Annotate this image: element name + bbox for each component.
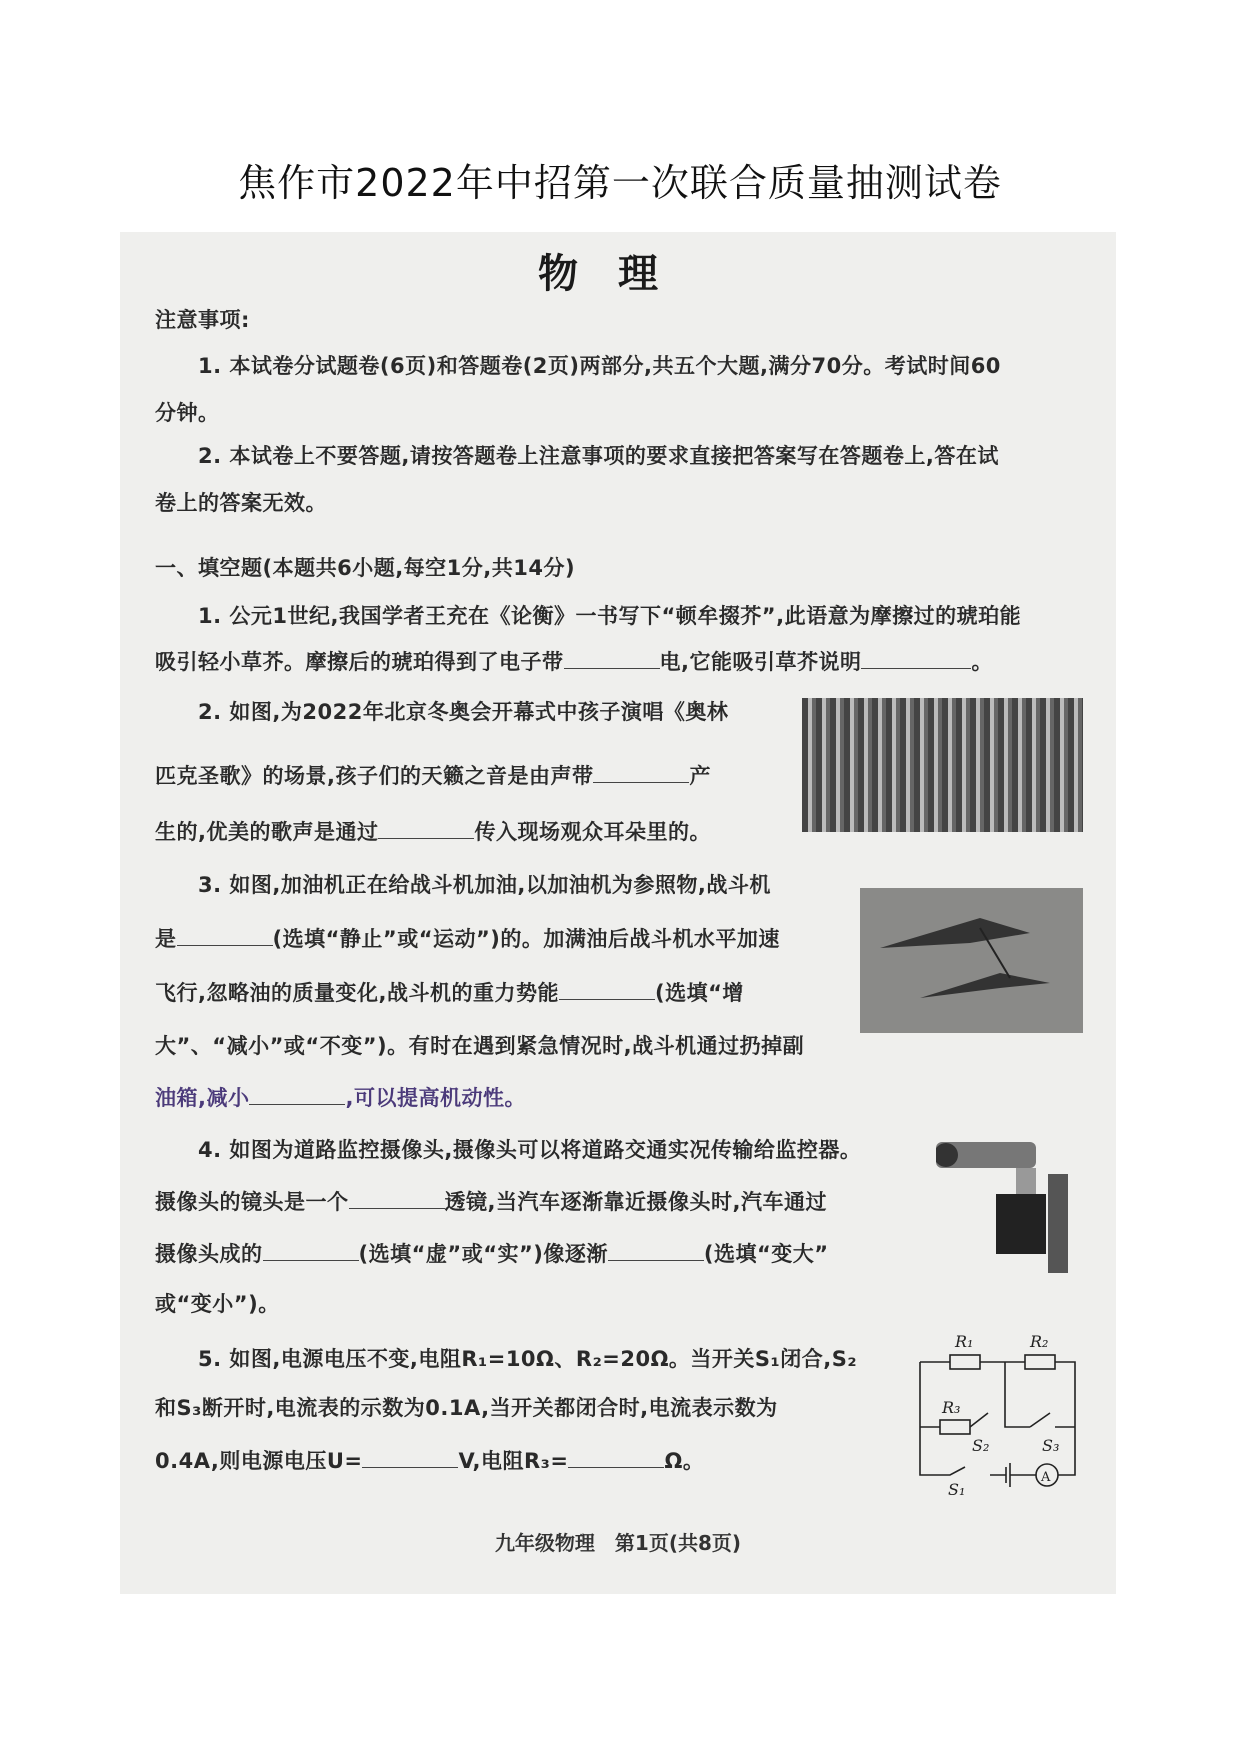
choir-photo bbox=[802, 698, 1083, 832]
page-footer: 九年级物理 第1页(共8页) bbox=[494, 1531, 742, 1555]
label-s2: S₂ bbox=[972, 1436, 990, 1455]
q3-text-f: ,可以提高机动性。 bbox=[345, 1086, 526, 1110]
q4-blank-1[interactable] bbox=[349, 1190, 445, 1209]
notice-heading: 注意事项: bbox=[155, 308, 250, 332]
q2-line2 bbox=[155, 760, 711, 790]
q1-blank-2[interactable] bbox=[861, 650, 971, 669]
q2-text-d: 传入现场观众耳朵里的。 bbox=[474, 820, 711, 844]
q4-text-b: 透镜,当汽车逐渐靠近摄像头时,汽车通过 bbox=[444, 1190, 827, 1214]
ammeter-icon: A bbox=[1041, 1470, 1051, 1485]
section-heading: 一、填空题(本题共6小题,每空1分,共14分) bbox=[155, 556, 576, 580]
label-r2: R₂ bbox=[1030, 1332, 1049, 1351]
surveillance-camera-photo bbox=[936, 1134, 1078, 1273]
q1-line1: 1. 公元1世纪,我国学者王充在《论衡》一书写下“顿牟掇芥”,此语意为摩擦过的琥珀能 bbox=[198, 604, 1022, 628]
q1-blank-1[interactable] bbox=[564, 650, 660, 669]
q2-text-a: 匹克圣歌》的场景,孩子们的天籁之音是由声带 bbox=[155, 764, 594, 788]
circuit-diagram bbox=[910, 1327, 1085, 1497]
q4-blank-3[interactable] bbox=[608, 1242, 704, 1261]
q5-line1: 5. 如图,电源电压不变,电阻R₁=10Ω、R₂=20Ω。当开关S₁闭合,S₂ bbox=[198, 1347, 858, 1371]
q3-line1: 3. 如图,加油机正在给战斗机加油,以加油机为参照物,战斗机 bbox=[198, 873, 771, 897]
q5-text-b: V,电阻R₃= bbox=[458, 1449, 569, 1473]
q4-text-d: (选填“虚”或“实”)像逐渐 bbox=[358, 1242, 608, 1266]
q4-line1: 4. 如图为道路监控摄像头,摄像头可以将道路交通实况传输给监控器。 bbox=[198, 1138, 862, 1162]
q2-text-b: 产 bbox=[689, 764, 711, 788]
q3-text-d: (选填“增 bbox=[654, 981, 744, 1005]
q2-line1: 2. 如图,为2022年北京冬奥会开幕式中孩子演唱《奥林 bbox=[198, 700, 729, 724]
q2-line3 bbox=[155, 816, 711, 846]
q5-line3 bbox=[155, 1445, 704, 1475]
q3-blank-2[interactable] bbox=[559, 981, 655, 1000]
q3-text-e: 油箱,减小 bbox=[155, 1086, 250, 1110]
label-s1: S₁ bbox=[948, 1480, 966, 1497]
q3-blank-3[interactable] bbox=[249, 1086, 345, 1105]
aircraft-illustration bbox=[860, 888, 1083, 1033]
q2-text-c: 生的,优美的歌声是通过 bbox=[155, 820, 379, 844]
notice-item-2: 2. 本试卷上不要答题,请按答题卷上注意事项的要求直接把答案写在答题卷上,答在试 bbox=[198, 444, 999, 468]
camera-illustration bbox=[936, 1134, 1078, 1273]
q4-line3 bbox=[155, 1238, 829, 1268]
q1-line2 bbox=[155, 646, 993, 676]
notice-item-1-cont: 分钟。 bbox=[155, 401, 220, 425]
label-r3: R₃ bbox=[942, 1398, 961, 1417]
q3-text-b: (选填“静止”或“运动”)的。加满油后战斗机水平加速 bbox=[272, 927, 780, 951]
q2-blank-1[interactable] bbox=[593, 764, 689, 783]
q4-text-c: 摄像头成的 bbox=[155, 1242, 263, 1266]
subject-heading: 物理 bbox=[538, 251, 698, 297]
document-title: 焦作市2022年中招第一次联合质量抽测试卷 bbox=[238, 161, 1002, 205]
q3-line5 bbox=[155, 1082, 526, 1112]
q3-line4: 大”、“减小”或“不变”)。有时在遇到紧急情况时,战斗机通过扔掉副 bbox=[155, 1034, 805, 1058]
q5-blank-2[interactable] bbox=[568, 1449, 664, 1468]
q3-line2 bbox=[155, 923, 780, 953]
q5-line2: 和S₃断开时,电流表的示数为0.1A,当开关都闭合时,电流表示数为 bbox=[155, 1396, 778, 1420]
q5-blank-1[interactable] bbox=[362, 1449, 458, 1468]
notice-item-2-cont: 卷上的答案无效。 bbox=[155, 491, 327, 515]
q4-blank-2[interactable] bbox=[263, 1242, 359, 1261]
q4-text-a: 摄像头的镜头是一个 bbox=[155, 1190, 349, 1214]
label-r1: R₁ bbox=[955, 1332, 974, 1351]
notice-item-1: 1. 本试卷分试题卷(6页)和答题卷(2页)两部分,共五个大题,满分70分。考试时间60 bbox=[198, 354, 1001, 378]
refueling-aircraft-photo bbox=[860, 888, 1083, 1033]
q5-text-a: 0.4A,则电源电压U= bbox=[155, 1449, 363, 1473]
q2-blank-2[interactable] bbox=[378, 820, 474, 839]
q1-text-a: 吸引轻小草芥。摩擦后的琥珀得到了电子带 bbox=[155, 650, 564, 674]
q3-blank-1[interactable] bbox=[177, 927, 273, 946]
q3-line3 bbox=[155, 977, 744, 1007]
q1-text-c: 。 bbox=[971, 650, 993, 674]
exam-page bbox=[120, 232, 1116, 1594]
q4-text-e: (选填“变大” bbox=[703, 1242, 829, 1266]
q1-text-b: 电,它能吸引草芥说明 bbox=[659, 650, 862, 674]
q5-text-c: Ω。 bbox=[664, 1449, 705, 1473]
q4-line4: 或“变小”)。 bbox=[155, 1292, 280, 1316]
label-s3: S₃ bbox=[1042, 1436, 1060, 1455]
q4-line2 bbox=[155, 1186, 827, 1216]
q3-text-a: 是 bbox=[155, 927, 177, 951]
q3-text-c: 飞行,忽略油的质量变化,战斗机的重力势能 bbox=[155, 981, 559, 1005]
